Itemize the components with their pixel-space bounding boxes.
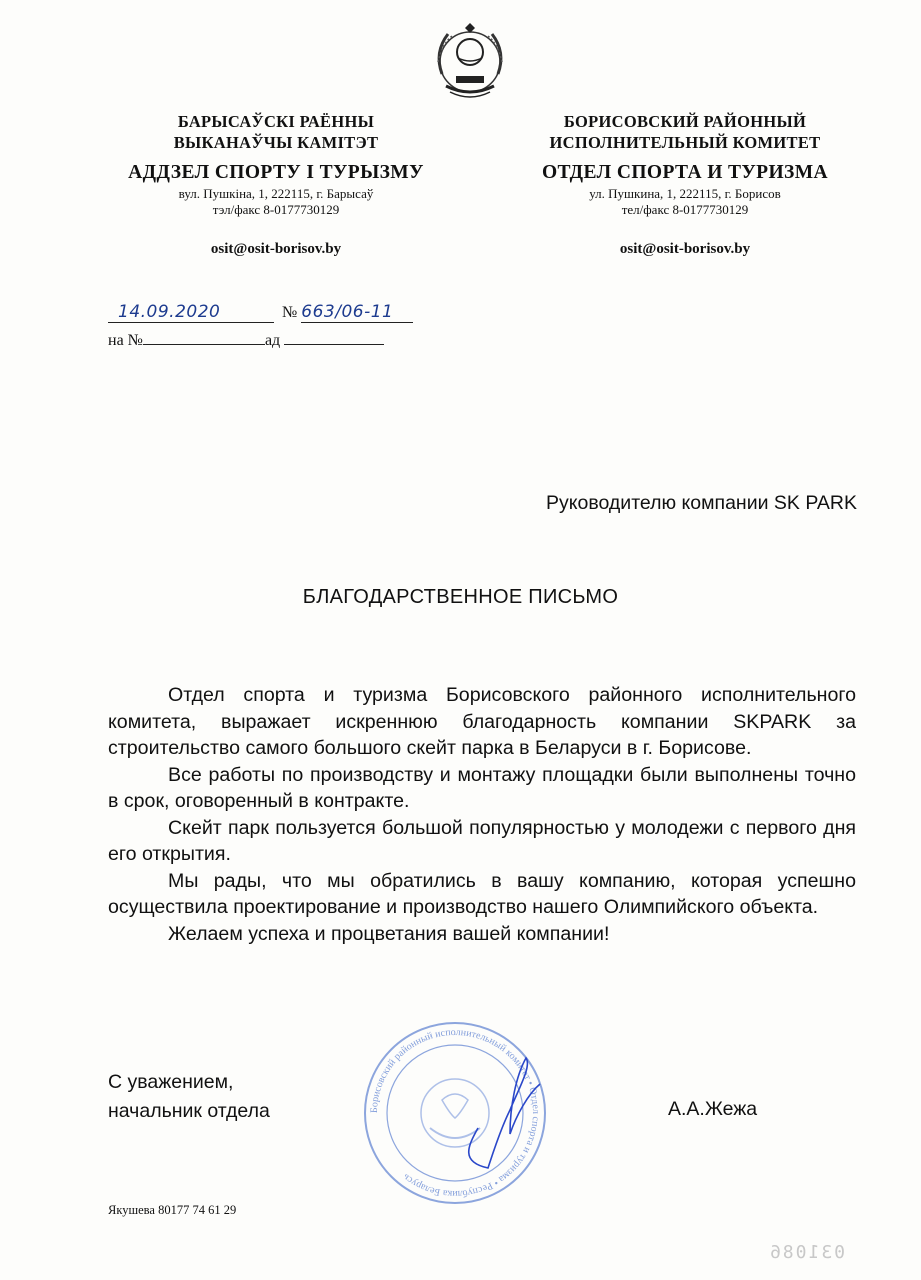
paragraph: Отдел спорта и туризма Борисовского районного исполнительного комитета, выражает искреннюю благодарность компании SKPARK за строительство самого большого скейт парка в Беларуси в г. Борисове.: [108, 684, 856, 759]
reference-line: [108, 328, 384, 350]
org-name-line2: ВЫКАНАЎЧЫ КАМІТЭТ: [173, 132, 379, 152]
signatory-name: А.А.Жежа: [668, 1098, 758, 1120]
header-right-block: [500, 112, 870, 259]
reference-from-label: ад: [264, 332, 281, 349]
svg-text:Борисовский районный исполните: [369, 1027, 541, 1199]
org-name-line1: БАРЫСАЎСКІ РАЁННЫ: [177, 112, 375, 131]
paragraph: Мы рады, что мы обратились в вашу компанию, которая успешно осуществила проектирование и производство нашего Олимпийского объекта.: [108, 869, 856, 918]
registration-number: 663/06-11: [301, 302, 413, 323]
closing-position: начальник отдела: [108, 1100, 270, 1122]
email: osit@osit-borisov.by: [619, 241, 751, 258]
phone: тэл/факс 8-0177730129: [212, 201, 340, 217]
reference-blank: [143, 328, 265, 345]
address: ул. Пушкина, 1, 222115, г. Борисов: [589, 185, 781, 201]
letter-title: БЛАГОДАРСТВЕННОЕ ПИСЬМО: [302, 586, 619, 608]
official-stamp-icon: [360, 1018, 550, 1208]
paragraph: Скейт парк пользуется большой популярностью у молодежи с первого дня его открытия.: [108, 816, 856, 865]
stamp-text: Борисовский районный исполнительный комитет • Отдел спорта и туризма • Республика Беларусь: [368, 1026, 542, 1200]
registration-line: [108, 302, 413, 323]
coat-of-arms-icon: [428, 22, 512, 104]
closing-block: [108, 1068, 270, 1126]
reference-from-blank: [284, 328, 384, 345]
header-left-block: [96, 112, 456, 259]
department-name: ОТДЕЛ СПОРТА И ТУРИЗМА: [541, 162, 829, 184]
serial-number: 031086: [768, 1242, 846, 1263]
addressee: Руководителю компании SK PARK: [546, 492, 857, 514]
closing-greeting: С уважением,: [108, 1071, 234, 1093]
registration-date: 14.09.2020: [108, 302, 274, 323]
reference-label: на №: [108, 332, 143, 349]
paragraph: Все работы по производству и монтажу площадки были выполнены точно в срок, оговоренный в контракте.: [108, 763, 856, 812]
number-label: №: [282, 304, 298, 321]
email: osit@osit-borisov.by: [210, 241, 342, 258]
phone: тел/факс 8-0177730129: [621, 201, 749, 217]
org-name-line1: БОРИСОВСКИЙ РАЙОННЫЙ: [563, 112, 807, 131]
paragraph: Желаем успеха и процветания вашей компании!: [168, 922, 610, 945]
letter-body: [108, 682, 856, 947]
address: вул. Пушкіна, 1, 222115, г. Барысаў: [178, 185, 374, 201]
department-name: АДДЗЕЛ СПОРТУ І ТУРЫЗМУ: [128, 162, 424, 184]
org-name-line2: ИСПОЛНИТЕЛЬНЫЙ КОМИТЕТ: [549, 132, 821, 152]
executor-contact: Якушева 80177 74 61 29: [108, 1203, 237, 1217]
